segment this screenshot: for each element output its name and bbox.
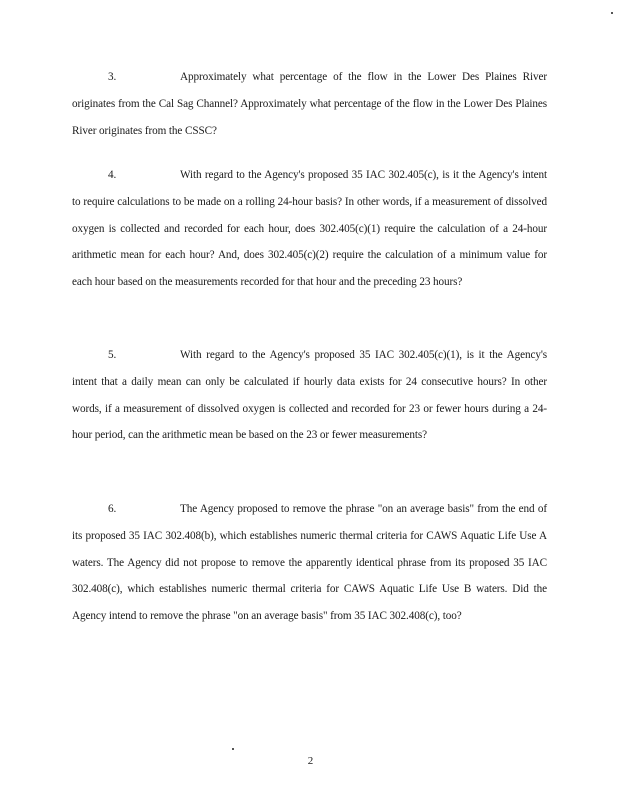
paragraph-text: The Agency proposed to remove the phrase "on an average basis" from the end of its proposed 35 IAC 302.408(b), which establishes numeric thermal criteria for CAWS Aquatic Life Use A waters. The Agency did not propose to remove the apparently identical phrase from its proposed 35 IAC 302.408(c), which establishes numeric thermal criteria for CAWS Aquatic Life Use B waters. Did the Agency intend to remove the phrase "on an average basis" from 35 IAC 302.408(c), too?: [72, 503, 547, 623]
question-paragraph-5: [72, 342, 547, 449]
question-paragraph-3: [72, 64, 547, 144]
paragraph-number: 4.: [108, 169, 117, 181]
scan-speck: [611, 12, 613, 14]
paragraph-number: 5.: [108, 349, 117, 361]
question-paragraph-6: [72, 496, 547, 630]
question-paragraph-4: [72, 162, 547, 296]
paragraph-text: With regard to the Agency's proposed 35 IAC 302.405(c), is it the Agency's intent to require calculations to be made on a rolling 24-hour basis? In other words, if a measurement of dissolved oxygen is collected and recorded for each hour, does 302.405(c)(1) require the calculation of a 24-hour arithmetic mean for each hour? And, does 302.405(c)(2) require the calculation of a minimum value for each hour based on the measurements recorded for that hour and the preceding 23 hours?: [72, 169, 547, 289]
page-number: 2: [307, 755, 314, 767]
paragraph-number: 3.: [108, 71, 117, 83]
paragraph-number: 6.: [108, 503, 117, 515]
paragraph-text: With regard to the Agency's proposed 35 IAC 302.405(c)(1), is it the Agency's intent that a daily mean can only be calculated if hourly data exists for 24 consecutive hours? In other words, if a measurement of dissolved oxygen is collected and recorded for 23 or fewer hours during a 24-hour period, can the arithmetic mean be based on the 23 or fewer measurements?: [72, 349, 547, 442]
paragraph-text: Approximately what percentage of the flow in the Lower Des Plaines River originates from the Cal Sag Channel? Approximately what percentage of the flow in the Lower Des Plaines River originates from the CSSC?: [72, 71, 547, 137]
scan-speck: [232, 748, 234, 750]
